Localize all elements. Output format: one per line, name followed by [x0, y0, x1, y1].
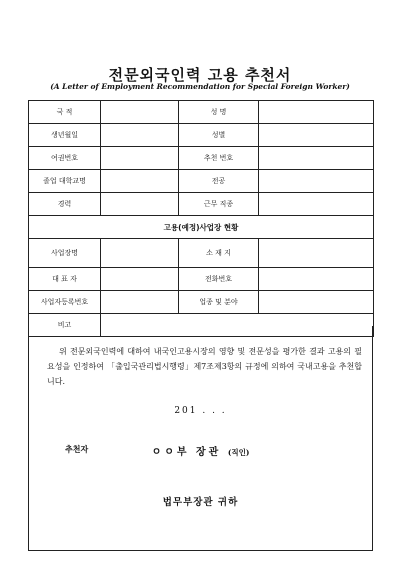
- nationality-field[interactable]: [101, 101, 179, 124]
- document-subtitle: (A Letter of Employment Recommendation for Special Foreign Worker): [50, 82, 350, 91]
- birthdate-field[interactable]: [101, 124, 179, 147]
- industry-field[interactable]: [259, 291, 374, 314]
- recommendation-no-field[interactable]: [259, 147, 374, 170]
- name-field[interactable]: [259, 101, 374, 124]
- experience-label: 경력: [29, 193, 101, 216]
- table-row: [29, 268, 374, 291]
- table-row: [29, 239, 374, 268]
- university-field[interactable]: [101, 170, 179, 193]
- representative-label: 대 표 자: [29, 268, 101, 291]
- registration-no-label: 사업자등록번호: [29, 291, 101, 314]
- business-name-label: 사업장명: [29, 239, 101, 268]
- table-row: [29, 193, 374, 216]
- recommendation-statement: 위 전문외국인력에 대하여 내국인고용시장의 영향 및 전문성을 평가한 결과 고용의 필요성을 인정하여 「출입국관리법시행령」제7조제3항의 규정에 의하여 국내고용을 추천합니다.: [47, 347, 362, 386]
- industry-label: 업종 및 분야: [179, 291, 259, 314]
- passport-field[interactable]: [101, 147, 179, 170]
- table-row: [29, 170, 374, 193]
- table-row: [29, 147, 374, 170]
- position-label: 근무 직종: [179, 193, 259, 216]
- location-field[interactable]: [259, 239, 374, 268]
- recommendation-statement-box: [28, 326, 373, 551]
- table-row: [29, 124, 374, 147]
- recommendation-form-table: [28, 100, 374, 337]
- addressee: 법무부장관 귀하: [162, 497, 239, 508]
- minister-title: ㅇㅇ부 장관: [151, 447, 222, 458]
- representative-field[interactable]: [101, 268, 179, 291]
- passport-label: 여권번호: [29, 147, 101, 170]
- document-title: 전문외국인력 고용 추천서: [108, 66, 292, 84]
- major-label: 전공: [179, 170, 259, 193]
- business-name-field[interactable]: [101, 239, 179, 268]
- birthdate-label: 생년월일: [29, 124, 101, 147]
- table-row: [29, 216, 374, 239]
- employer-section-title: 고용(예정)사업장 현황: [29, 216, 374, 239]
- gender-label: 성별: [179, 124, 259, 147]
- recommender-label: 추천자: [65, 445, 89, 454]
- position-field[interactable]: [259, 193, 374, 216]
- location-label: 소 재 지: [179, 239, 259, 268]
- nationality-label: 국 적: [29, 101, 101, 124]
- major-field[interactable]: [259, 170, 374, 193]
- official-seal-label: (직인): [227, 448, 250, 457]
- phone-field[interactable]: [259, 268, 374, 291]
- university-label: 졸업 대학교명: [29, 170, 101, 193]
- remarks-label: 비고: [29, 314, 101, 337]
- phone-label: 전화번호: [179, 268, 259, 291]
- minister-signature-line: [29, 443, 372, 458]
- name-label: 성 명: [179, 101, 259, 124]
- recommendation-no-label: 추천 번호: [179, 147, 259, 170]
- registration-no-field[interactable]: [101, 291, 179, 314]
- issue-date: 201 . . .: [174, 406, 227, 416]
- table-row: [29, 291, 374, 314]
- table-row: [29, 101, 374, 124]
- gender-field[interactable]: [259, 124, 374, 147]
- experience-field[interactable]: [101, 193, 179, 216]
